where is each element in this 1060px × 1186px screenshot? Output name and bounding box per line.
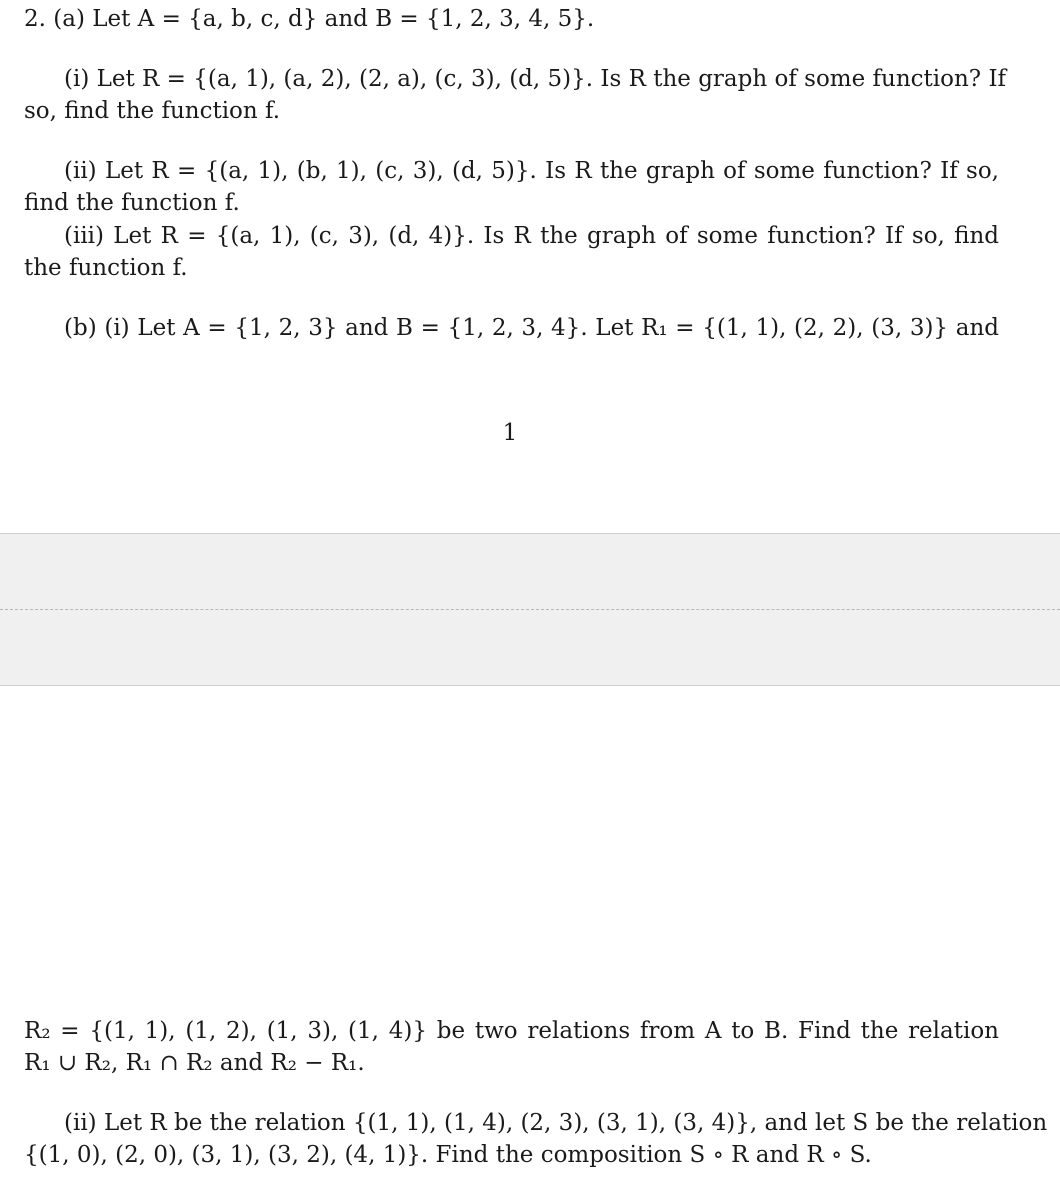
- page-break-divider: [0, 609, 1060, 610]
- problem-2a-ii-line-1: (ii) Let R = {(a, 1), (b, 1), (c, 3), (d, 5)}. Is R the graph of some function? If so,: [64, 158, 999, 184]
- problem-2a-ii-line-2: find the function f.: [24, 190, 240, 216]
- problem-2a-iii-line-2: the function f.: [24, 255, 188, 281]
- problem-2b-i-line-3: R₁ ∪ R₂, R₁ ∩ R₂ and R₂ − R₁.: [24, 1050, 365, 1076]
- document-page-2: [0, 686, 1060, 1186]
- page-number: 1: [502, 420, 518, 446]
- page-gap: [0, 533, 1060, 686]
- document-page-1: [0, 0, 1060, 533]
- problem-2b-ii-line-2: {(1, 0), (2, 0), (3, 1), (3, 2), (4, 1)}. Find the composition S ∘ R and R ∘ S.: [24, 1142, 872, 1168]
- problem-2a-iii-line-1: (iii) Let R = {(a, 1), (c, 3), (d, 4)}. Is R the graph of some function? If so, find: [64, 223, 999, 249]
- problem-2a-heading: 2. (a) Let A = {a, b, c, d} and B = {1, 2, 3, 4, 5}.: [24, 6, 595, 32]
- problem-2a-i-line-1: (i) Let R = {(a, 1), (a, 2), (2, a), (c, 3), (d, 5)}. Is R the graph of some function? If: [64, 66, 1007, 92]
- problem-2b-i-line-1: (b) (i) Let A = {1, 2, 3} and B = {1, 2, 3, 4}. Let R₁ = {(1, 1), (2, 2), (3, 3)} and: [64, 315, 999, 341]
- problem-2b-i-line-2: R₂ = {(1, 1), (1, 2), (1, 3), (1, 4)} be two relations from A to B. Find the relation: [24, 1018, 999, 1044]
- problem-2a-i-line-2: so, find the function f.: [24, 98, 281, 124]
- problem-2b-ii-line-1: (ii) Let R be the relation {(1, 1), (1, 4), (2, 3), (3, 1), (3, 4)}, and let S be the relation: [64, 1110, 1048, 1136]
